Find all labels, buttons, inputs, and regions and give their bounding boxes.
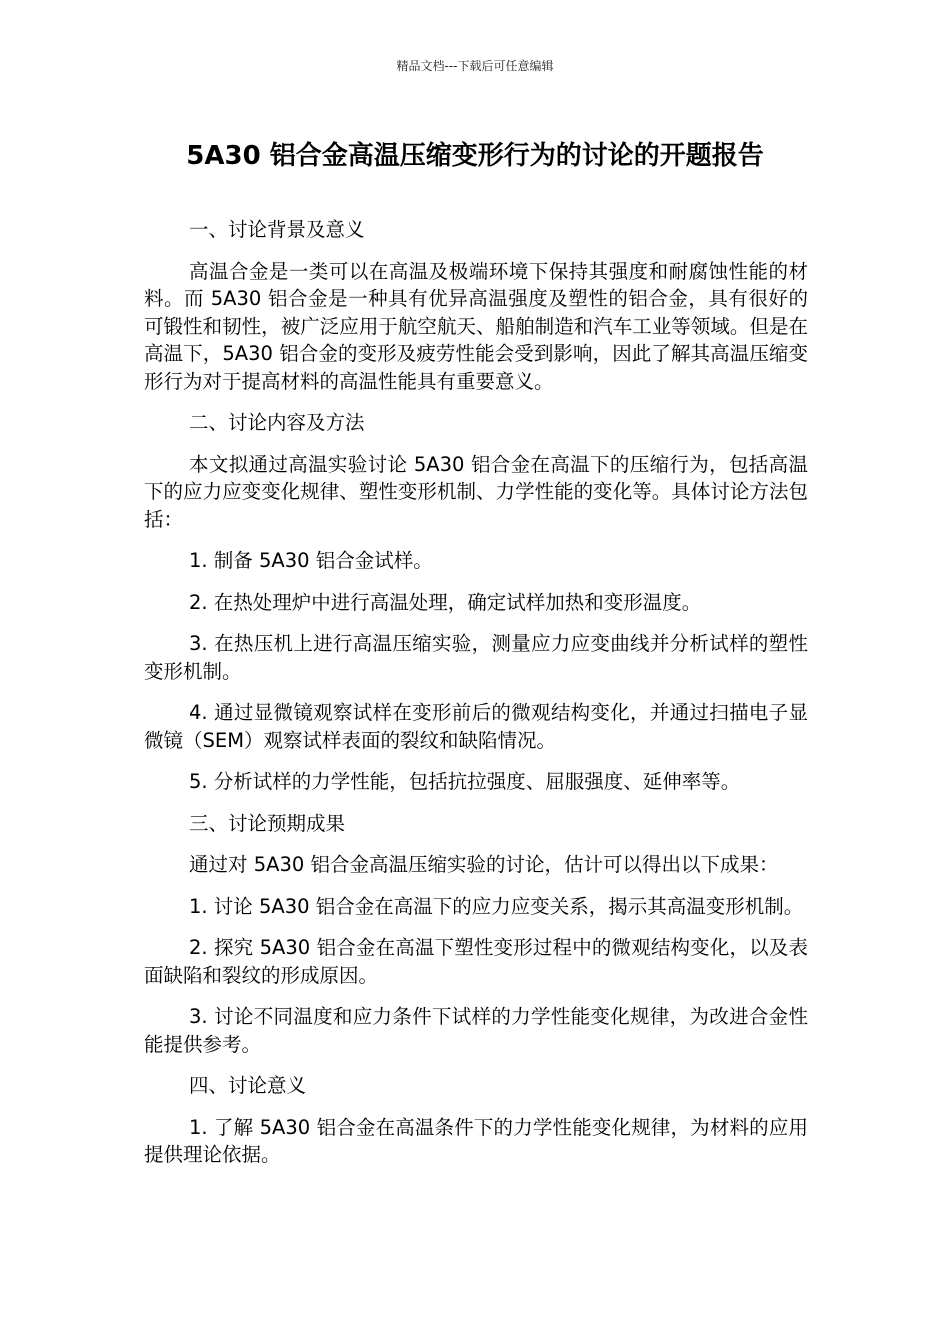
paragraph-background: 高温合金是一类可以在高温及极端环境下保持其强度和耐腐蚀性能的材料。而 5A30 铝合金是一种具有优异高温强度及塑性的铝合金，具有很好的可锻性和韧性，被广泛应用于航空航天、船舶制造和汽车工业等领域。但是在高温下，5A30 铝合金的变形及疲劳性能会受到影响，因此了解其高温压缩变形行为对于提高材料的高温性能具有重要意义。	[144, 259, 808, 393]
section-heading-significance: 四、讨论意义	[189, 1074, 307, 1097]
list-item-method-4: 4. 通过显微镜观察试样在变形前后的微观结构变化，并通过扫描电子显微镜（SEM）观察试样表面的裂纹和缺陷情况。	[144, 701, 808, 752]
document-body	[144, 216, 808, 1183]
section-heading-background: 一、讨论背景及意义	[189, 218, 365, 241]
paragraph-results-intro: 通过对 5A30 铝合金高温压缩实验的讨论，估计可以得出以下成果：	[189, 853, 779, 876]
list-item-method-5: 5. 分析试样的力学性能，包括抗拉强度、屈服强度、延伸率等。	[189, 770, 741, 793]
list-item-result-1: 1. 讨论 5A30 铝合金在高温下的应力应变关系，揭示其高温变形机制。	[189, 894, 804, 918]
paragraph-content-intro: 本文拟通过高温实验讨论 5A30 铝合金在高温下的压缩行为，包括高温下的应力应变变化规律、塑性变形机制、力学性能的变化等。具体讨论方法包括：	[144, 452, 808, 531]
header-note: 精品文档---下载后可任意编辑	[396, 59, 554, 73]
list-item-result-3: 3. 讨论不同温度和应力条件下试样的力学性能变化规律，为改进合金性能提供参考。	[144, 1005, 808, 1056]
document-title: 5A30 铝合金高温压缩变形行为的讨论的开题报告	[186, 141, 764, 171]
section-heading-expected-results: 三、讨论预期成果	[189, 811, 346, 835]
list-item-result-2: 2. 探究 5A30 铝合金在高温下塑性变形过程中的微观结构变化，以及表面缺陷和裂纹的形成原因。	[144, 936, 808, 987]
section-heading-content-methods: 二、讨论内容及方法	[189, 411, 365, 434]
list-item-significance-1: 1. 了解 5A30 铝合金在高温条件下的力学性能变化规律，为材料的应用提供理论依据。	[144, 1115, 808, 1166]
list-item-method-2: 2. 在热处理炉中进行高温处理，确定试样加热和变形温度。	[189, 590, 702, 614]
list-item-method-3: 3. 在热压机上进行高温压缩实验，测量应力应变曲线并分析试样的塑性变形机制。	[144, 632, 808, 683]
list-item-method-1: 1. 制备 5A30 铝合金试样。	[189, 549, 433, 572]
